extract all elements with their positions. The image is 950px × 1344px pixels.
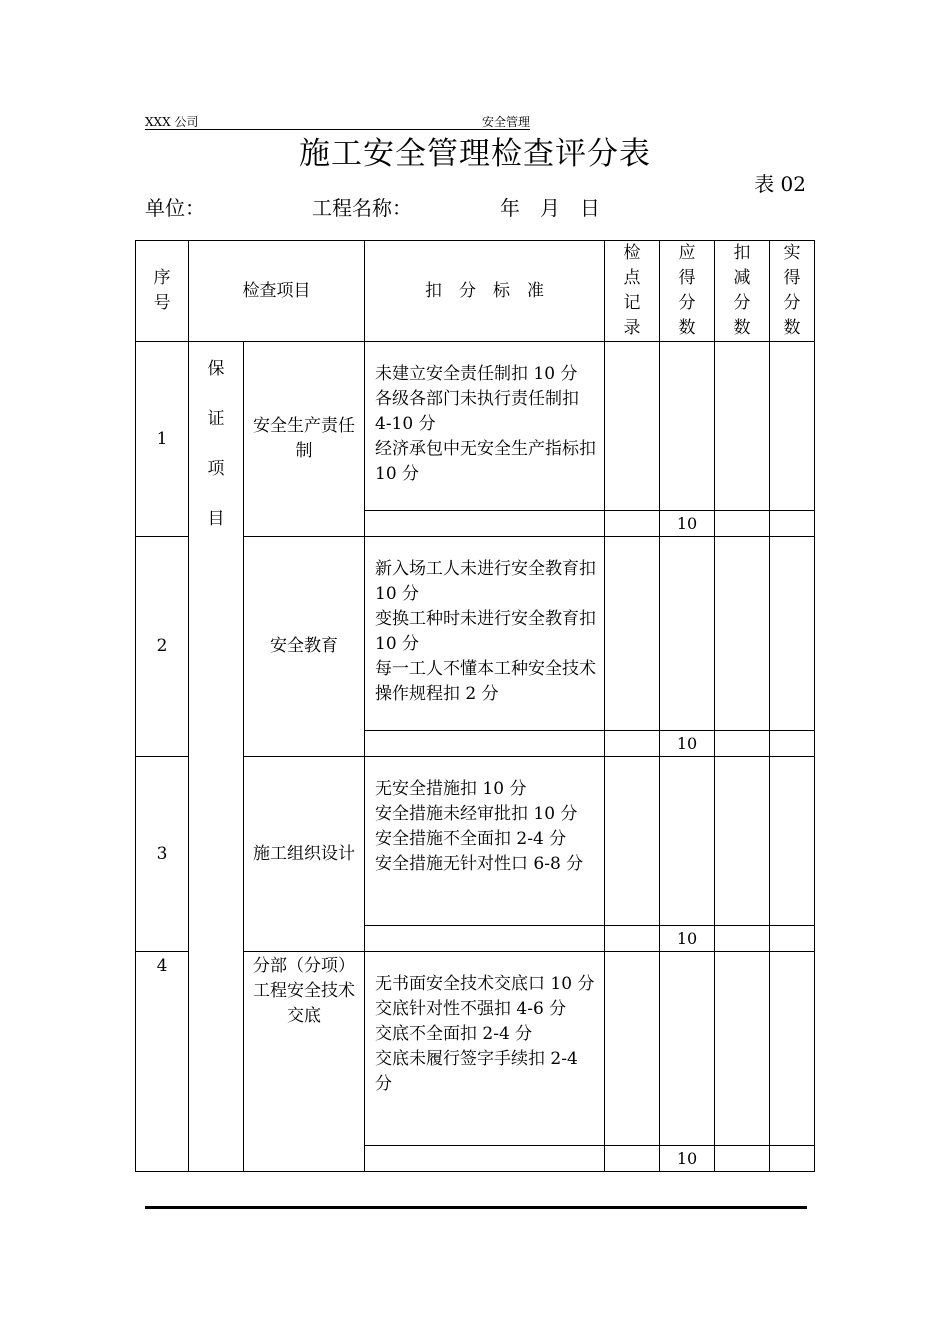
actual-score-cell[interactable]: [770, 757, 815, 926]
due-score-value: 10: [660, 511, 715, 537]
header-due-score-text: 应 得 分 数: [678, 243, 696, 338]
check-record-cell[interactable]: [605, 952, 660, 1146]
due-score-cell: [660, 757, 715, 926]
deduct-score-blank[interactable]: [715, 511, 770, 537]
deduct-score-blank[interactable]: [715, 926, 770, 952]
deduct-score-cell[interactable]: [715, 757, 770, 926]
check-record-blank[interactable]: [605, 731, 660, 757]
project-name-label: 工程名称：: [312, 196, 412, 220]
criteria-list: [375, 972, 596, 1097]
actual-score-cell[interactable]: [770, 952, 815, 1146]
deduct-score-cell[interactable]: [715, 952, 770, 1146]
document-title: 施工安全管理检查评分表: [299, 136, 651, 172]
category-char: 保: [207, 359, 225, 379]
criteria-cell: [365, 952, 605, 1146]
row-seq: 4: [136, 952, 189, 1172]
actual-score-blank[interactable]: [770, 731, 815, 757]
criteria-item: 无安全措施扣 10 分: [375, 779, 527, 799]
header-actual-score: [770, 241, 815, 342]
criteria-item: 每一工人不懂本工种安全技术操作规程扣 2 分: [375, 659, 596, 704]
criteria-blank: [365, 511, 605, 537]
item-name: 分部（分项）工程安全技术交底: [244, 952, 365, 1172]
criteria-blank: [365, 1146, 605, 1172]
item-name: 施工组织设计: [244, 757, 365, 952]
deduct-score-cell[interactable]: [715, 342, 770, 511]
due-score-value: 10: [660, 926, 715, 952]
header-check-record: [605, 241, 660, 342]
deduct-score-blank[interactable]: [715, 731, 770, 757]
actual-score-blank[interactable]: [770, 1146, 815, 1172]
criteria-item: 安全措施无针对性口 6-8 分: [375, 854, 584, 874]
check-record-cell[interactable]: [605, 342, 660, 511]
criteria-item: 经济承包中无安全生产指标扣 10 分: [375, 439, 596, 484]
category-char: 目: [207, 509, 225, 529]
check-record-blank[interactable]: [605, 1146, 660, 1172]
deduct-score-blank[interactable]: [715, 1146, 770, 1172]
header-deduct-score: [715, 241, 770, 342]
row-seq: 3: [136, 757, 189, 952]
category-char: 项: [207, 459, 225, 479]
actual-score-blank[interactable]: [770, 926, 815, 952]
unit-label: 单位：: [145, 196, 205, 220]
criteria-blank: [365, 926, 605, 952]
criteria-blank: [365, 731, 605, 757]
criteria-cell: [365, 342, 605, 511]
category-char: 证: [207, 409, 225, 429]
footer-rule: [145, 1206, 807, 1209]
criteria-item: 变换工种时未进行安全教育扣 10 分: [375, 609, 596, 654]
criteria-item: 安全措施未经审批扣 10 分: [375, 804, 578, 824]
criteria-cell: [365, 757, 605, 926]
criteria-item: 交底针对性不强扣 4-6 分: [375, 999, 567, 1019]
header-seq: [136, 241, 189, 342]
inspection-score-table: [135, 240, 815, 1172]
category-cell: [189, 342, 244, 1172]
criteria-item: 无书面安全技术交底口 10 分: [375, 974, 595, 994]
criteria-item: 交底不全面扣 2-4 分: [375, 1024, 533, 1044]
header-due-score: [660, 241, 715, 342]
criteria-item: 未建立安全责任制扣 10 分: [375, 364, 578, 384]
item-name: 安全教育: [244, 537, 365, 757]
due-score-cell: [660, 537, 715, 731]
due-score-cell: [660, 342, 715, 511]
category-text: [189, 344, 243, 544]
header-check-record-text: 检 点 记 录: [623, 243, 641, 338]
actual-score-cell[interactable]: [770, 342, 815, 511]
criteria-list: [375, 557, 596, 707]
actual-score-blank[interactable]: [770, 511, 815, 537]
criteria-item: 交底未履行签字手续扣 2-4 分: [375, 1049, 578, 1094]
header-seq-text: 序 号: [153, 268, 171, 313]
check-record-cell[interactable]: [605, 757, 660, 926]
header-item: 检查项目: [189, 241, 365, 342]
due-score-cell: [660, 952, 715, 1146]
criteria-cell: [365, 537, 605, 731]
header-row: [136, 241, 815, 342]
form-number: 表 02: [754, 172, 806, 196]
criteria-list: [375, 777, 596, 877]
header-criteria: 扣 分 标 准: [365, 241, 605, 342]
header-actual-score-text: 实 得 分 数: [783, 243, 801, 338]
department-name: 安全管理: [481, 115, 530, 129]
criteria-list: [375, 362, 596, 487]
item-name: 安全生产责任制: [244, 342, 365, 537]
check-record-cell[interactable]: [605, 537, 660, 731]
check-record-blank[interactable]: [605, 511, 660, 537]
criteria-item: 安全措施不全面扣 2-4 分: [375, 829, 567, 849]
row-seq: 2: [136, 537, 189, 757]
header-deduct-score-text: 扣 减 分 数: [733, 243, 751, 338]
row-seq: 1: [136, 342, 189, 537]
due-score-value: 10: [660, 1146, 715, 1172]
criteria-item: 各级各部门未执行责任制扣 4-10 分: [375, 389, 579, 434]
company-name: XXX 公司: [145, 115, 199, 129]
table-row: [136, 342, 815, 511]
check-record-blank[interactable]: [605, 926, 660, 952]
criteria-item: 新入场工人未进行安全教育扣 10 分: [375, 559, 596, 604]
deduct-score-cell[interactable]: [715, 537, 770, 731]
due-score-value: 10: [660, 731, 715, 757]
date-label: 年 月 日: [500, 196, 600, 220]
actual-score-cell[interactable]: [770, 537, 815, 731]
